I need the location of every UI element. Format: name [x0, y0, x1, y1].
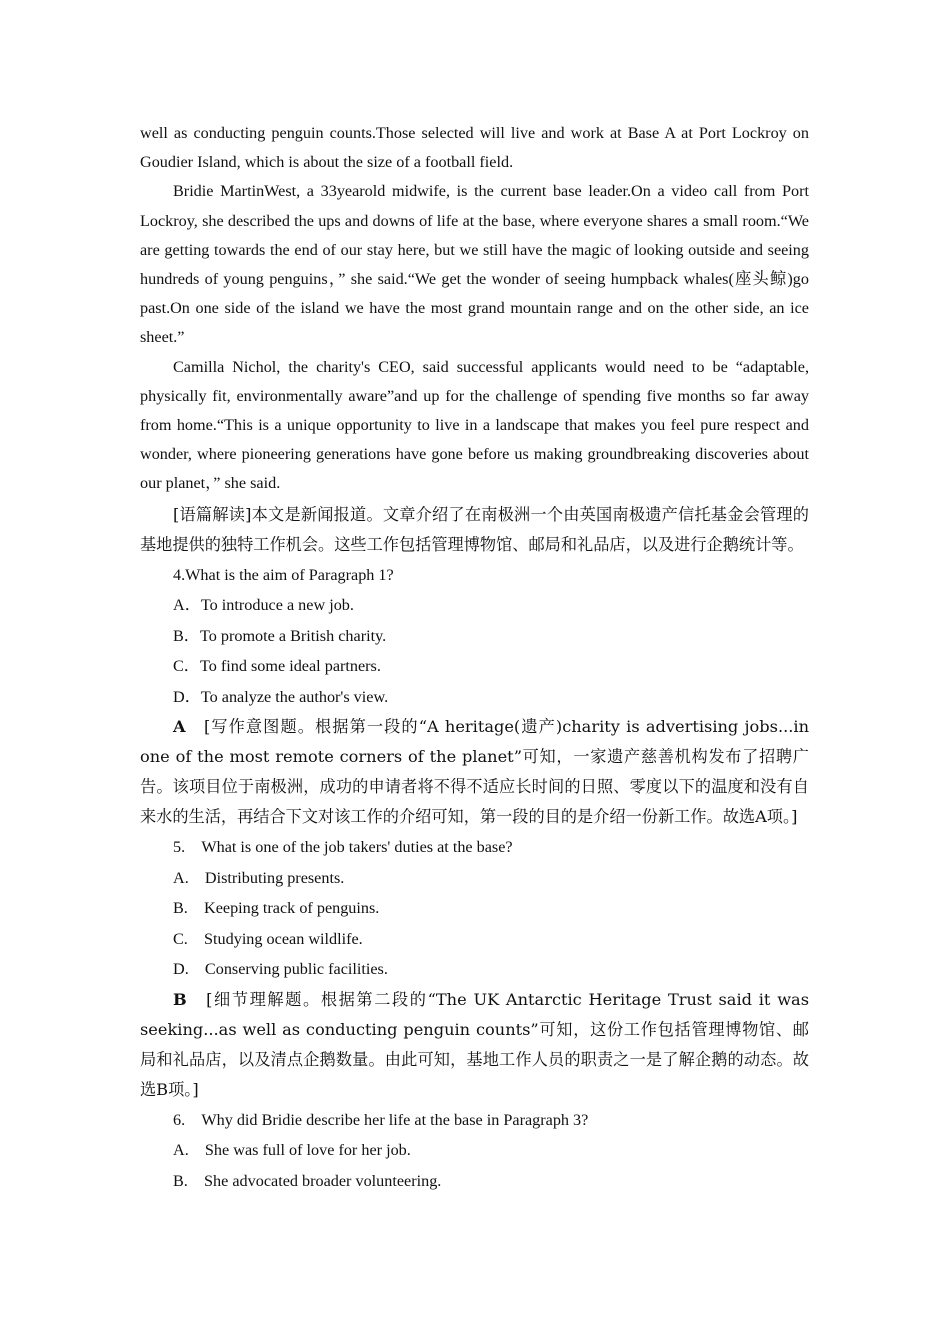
page-content: [140, 119, 809, 1196]
question-4-option-c: C．To find some ideal partners.: [173, 657, 381, 676]
question-6-option-b: B. She advocated broader volunteering.: [173, 1171, 442, 1190]
question-4-option-b: B．To promote a British charity.: [173, 626, 387, 645]
question-5-option-a: A. Distributing presents.: [173, 868, 345, 887]
question-5-option-c: C. Studying ocean wildlife.: [173, 929, 363, 948]
question-5-answer: [140, 985, 809, 1105]
question-4-option-d: D．To analyze the author's view.: [173, 687, 389, 706]
question-5-option-b: B. Keeping track of penguins.: [173, 899, 380, 918]
reading-summary: [140, 500, 809, 560]
passage-paragraph-3: Bridie MartinWest, a 33yearold midwife, is the current base leader.On a video call from Port Lockroy, she described the ups and downs of life at the base, where everyone shares a small room.“We are getting towards the end of our stay here, but we still have the magic of looking outside and seeing hundreds of young penguins，” she said.“We get the wonder of seeing humpback whales(座头鲸)go past.On one side of the island we have the most grand mountain range and on the other side, an ice sheet.”: [140, 182, 809, 347]
question-5-answer-letter: B: [173, 989, 187, 1009]
question-4-stem: 4.What is the aim of Paragraph 1?: [173, 565, 394, 584]
question-4-answer: [140, 712, 809, 832]
question-4-explanation: [写作意图题。根据第一段的“A heritage(遗产)charity is advertising jobs...in one of the most remote corners of the planet”可知，一家遗产慈善机构发布了招聘广告。该项目位于南极洲，成功的申请者将不得不适应长时间的日照、零度以下的温度和没有自来水的生活，再结合下文对该工作的介绍可知，第一段的目的是介绍一份新工作。故选A项。]: [140, 717, 810, 827]
passage-paragraph-4: Camilla Nichol, the charity's CEO, said successful applicants would need to be “adaptable, physically fit, environmentally aware”and up for the challenge of spending five months so far away from home.“This is a unique opportunity to live in a landscape that makes you feel pure respect and wonder, where pioneering generations have gone before us making groundbreaking discoveries about our planet，” she said.: [140, 357, 809, 493]
passage-paragraph-continued: well as conducting penguin counts.Those selected will live and work at Base A at Port Lockroy on Goudier Island, which is about the size of a football field.: [140, 124, 809, 172]
question-6-option-a: A. She was full of love for her job.: [173, 1141, 411, 1160]
question-5-stem: 5. What is one of the job takers' duties at the base?: [173, 838, 513, 857]
question-5-option-d: D. Conserving public facilities.: [173, 960, 388, 979]
question-6-stem: 6. Why did Bridie describe her life at the base in Paragraph 3?: [173, 1110, 589, 1129]
question-4-answer-letter: A: [173, 717, 186, 737]
question-4-option-a: A．To introduce a new job.: [173, 596, 354, 615]
reading-summary-label: [语篇解读]: [173, 504, 252, 524]
question-5-explanation: [细节理解题。根据第二段的“The UK Antarctic Heritage Trust said it was seeking...as well as conducting penguin counts”可知，这份工作包括管理博物馆、邮局和礼品店，以及清点企鹅数量。由此可知，基地工作人员的职责之一是了解企鹅的动态。故选B项。]: [140, 989, 810, 1099]
reading-summary-text: 本文是新闻报道。文章介绍了在南极洲一个由英国南极遗产信托基金会管理的基地提供的独特工作机会。这些工作包括管理博物馆、邮局和礼品店，以及进行企鹅统计等。: [140, 504, 809, 554]
